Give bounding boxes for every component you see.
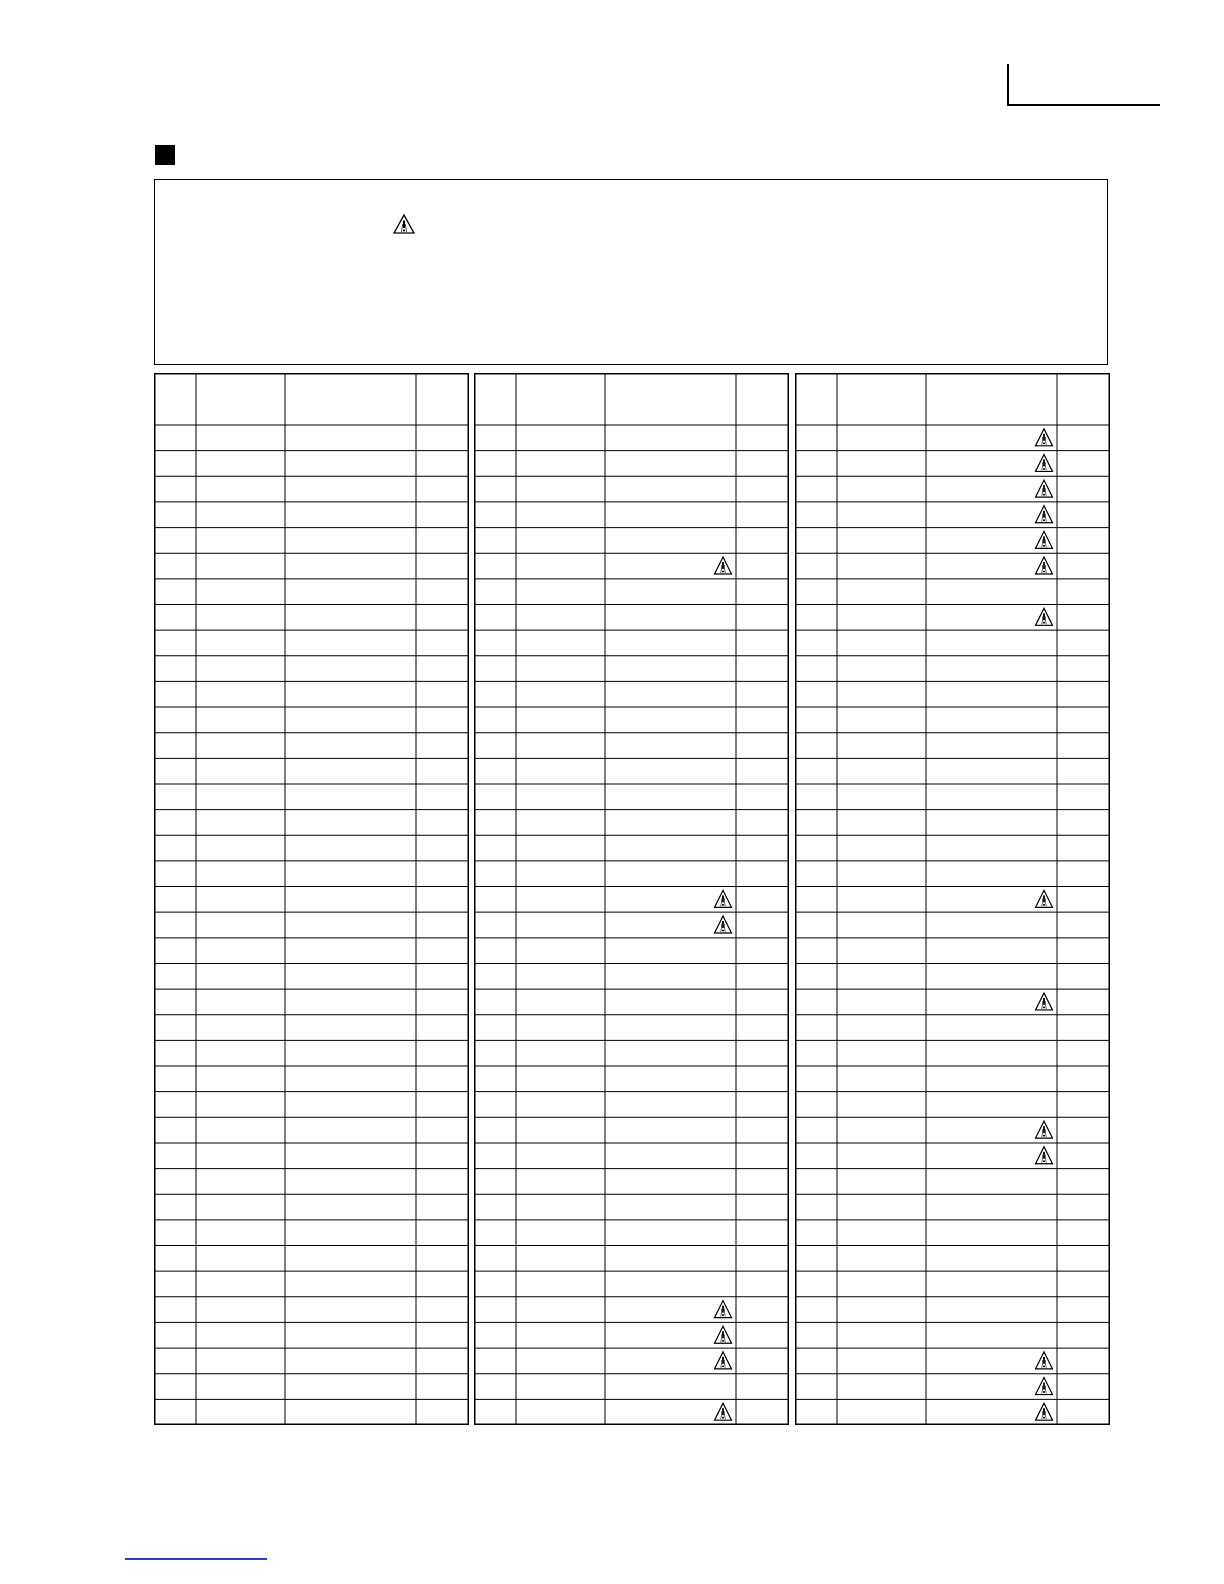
safety-warning-triangle-icon <box>1036 557 1053 574</box>
parts-table-2-grid <box>474 373 789 1425</box>
safety-warning-triangle-icon <box>1036 454 1053 471</box>
table-border <box>796 374 1110 1425</box>
safety-warning-triangle-icon <box>715 557 732 574</box>
parts-table-1 <box>154 373 469 1425</box>
safety-warning-triangle-icon <box>715 890 732 907</box>
corner-mark-horizontal <box>1007 104 1160 106</box>
safety-warning-triangle-icon <box>1036 506 1053 523</box>
safety-warning-triangle-icon <box>715 1301 732 1318</box>
section-marker-square <box>155 145 175 165</box>
safety-warning-triangle-icon <box>1036 480 1053 497</box>
safety-warning-triangle-icon <box>715 1326 732 1343</box>
safety-warning-triangle-icon <box>1036 1378 1053 1395</box>
safety-warning-triangle-icon <box>1036 890 1053 907</box>
safety-warning-triangle-icon <box>393 214 415 234</box>
safety-warning-triangle-icon <box>1036 993 1053 1010</box>
safety-warning-triangle-icon <box>1036 1147 1053 1164</box>
safety-warning-triangle-icon <box>715 916 732 933</box>
table-border <box>475 374 789 1425</box>
footer-link-underline <box>125 1558 267 1560</box>
safety-warning-triangle-icon <box>715 1403 732 1420</box>
table-border <box>155 374 469 1425</box>
parts-table-3 <box>795 373 1110 1425</box>
safety-warning-triangle-icon <box>1036 1121 1053 1138</box>
safety-warning-triangle-icon <box>1036 429 1053 446</box>
parts-table-3-grid <box>795 373 1110 1425</box>
parts-table-1-grid <box>154 373 469 1425</box>
safety-notice-box <box>154 179 1108 365</box>
safety-warning-triangle-icon <box>1036 1352 1053 1369</box>
parts-table-2 <box>474 373 789 1425</box>
safety-warning-triangle-icon <box>1036 531 1053 548</box>
safety-warning-triangle-icon <box>715 1352 732 1369</box>
safety-warning-triangle-icon <box>1036 608 1053 625</box>
safety-warning-triangle-icon <box>1036 1403 1053 1420</box>
corner-mark-vertical <box>1007 64 1009 106</box>
